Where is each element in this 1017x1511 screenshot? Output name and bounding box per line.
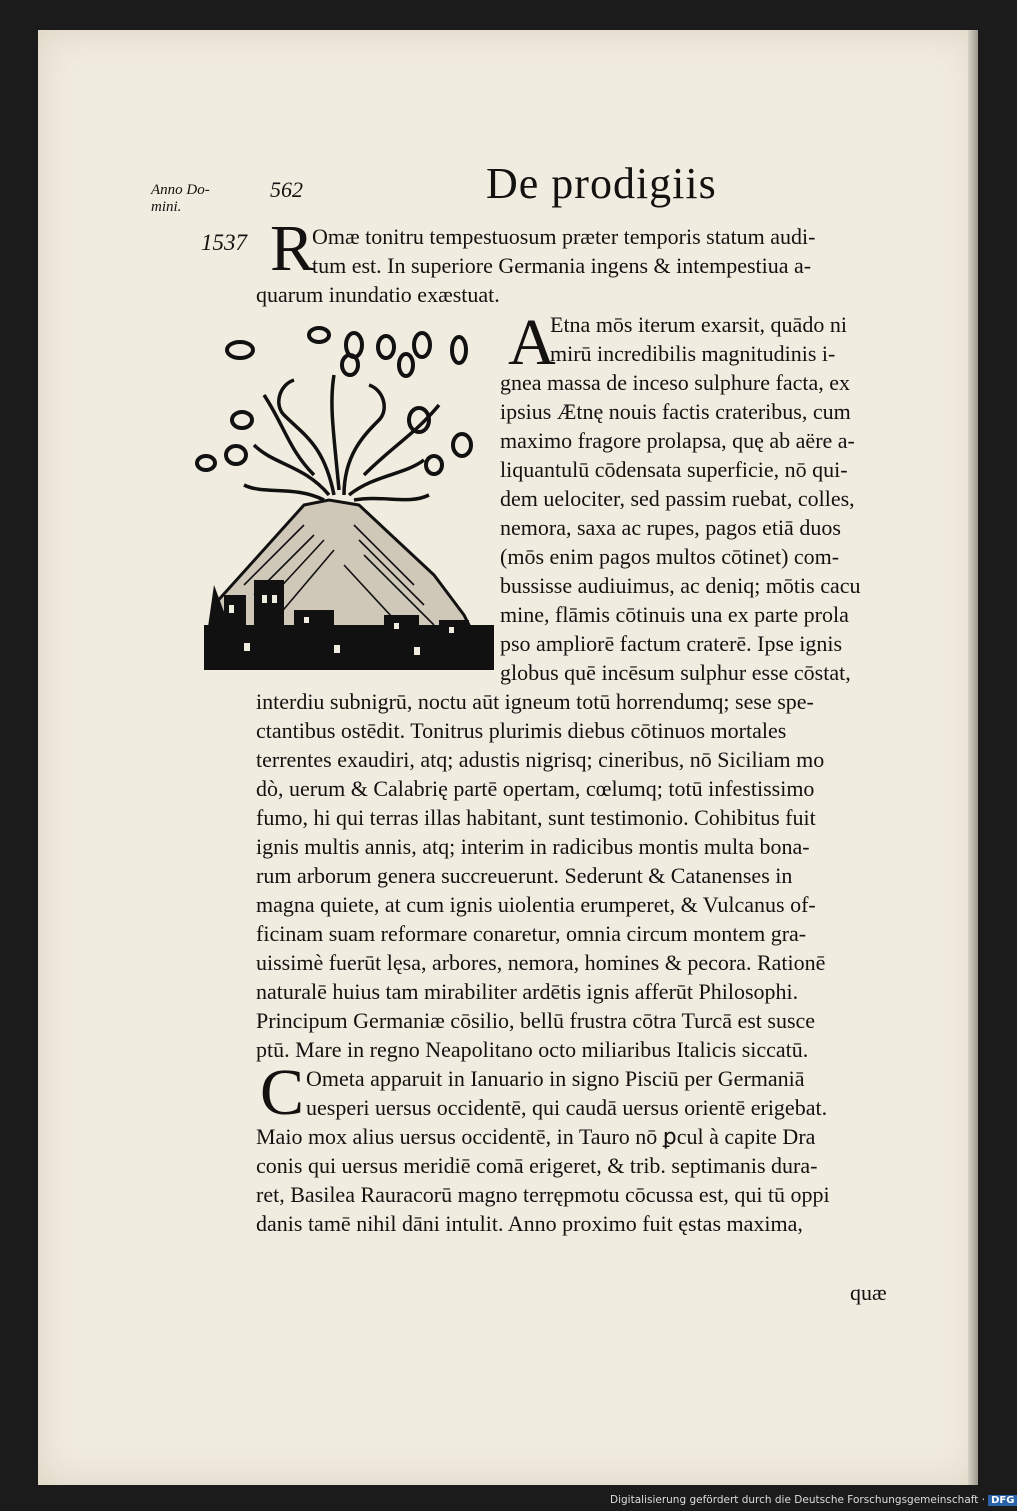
page-number: 562	[270, 177, 303, 202]
text-line: Etna mōs iterum exarsit, quādo ni	[550, 312, 847, 337]
text-line: ret, Basilea Rauracorū magno terrępmotu cōcussa est, qui tū oppi	[256, 1182, 830, 1207]
drop-cap-r: R	[270, 212, 315, 285]
text-line: tum est. In superiore Germania ingens & intempestiua a-	[312, 253, 812, 278]
text-line: ptū. Mare in regno Neapolitano octo miliaribus Italicis siccatū.	[256, 1037, 809, 1062]
text-line: danis tamē nihil dāni intulit. Anno proximo fuit ęstas maxima,	[256, 1211, 803, 1236]
text-line: globus quē incēsum sulphur esse cōstat,	[500, 660, 851, 685]
text-line: fumo, hi qui terras illas habitant, sunt testimonio. Cohibitus fuit	[256, 805, 816, 830]
book-page	[38, 30, 978, 1485]
text-line: pso ampliorē factum craterē. Ipse ignis	[500, 631, 843, 656]
text-line: conis qui uersus meridiē comā erigeret, & trib. septimanis dura-	[256, 1153, 818, 1178]
catchword: quæ	[850, 1280, 887, 1305]
text-line: ficinam suam reformare conaretur, omnia circum montem gra-	[256, 921, 807, 946]
text-line: Omæ tonitru tempestuosum præter temporis statum audi-	[312, 224, 816, 249]
text-line: dò, uerum & Calabrię partē opertam, cœlumq; totū infestissimo	[256, 776, 815, 801]
text-line: (mōs enim pagos multos cōtinet) com-	[500, 544, 840, 569]
volcano-woodcut-image	[184, 325, 494, 670]
text-line: magna quiete, at cum ignis uiolentia erumperet, & Vulcanus of-	[256, 892, 816, 917]
text-line: mirū incredibilis magnitudinis i-	[550, 341, 836, 366]
text-line: ignis multis annis, atq; interim in radicibus montis multa bona-	[256, 834, 810, 859]
text-line: uesperi uersus occidentē, qui caudā uersus orientē erigebat.	[306, 1095, 828, 1120]
text-line: quarum inundatio exæstuat.	[256, 282, 500, 307]
running-head: De prodigiis	[486, 159, 717, 208]
footer-credit	[610, 1494, 1017, 1506]
text-line: ipsius Ætnę nouis factis crateribus, cum	[500, 399, 851, 424]
dfg-logo: DFG	[988, 1495, 1017, 1506]
drop-cap-a: A	[508, 306, 556, 379]
text-line: Maio mox alius uersus occidentē, in Tauro nō ꝑcul à capite Dra	[256, 1124, 816, 1149]
text-line: bussisse audiuimus, ac deniq; mōtis cacu	[500, 573, 861, 598]
footer-credit-text: Digitalisierung gefördert durch die Deutsche Forschungsgemeinschaft ·	[610, 1494, 986, 1506]
margin-note-anno-domini: Anno Do- mini.	[151, 182, 210, 215]
margin-year: 1537	[201, 230, 247, 255]
text-line: uissimè fuerūt lęsa, arbores, nemora, homines & pecora. Rationē	[256, 950, 826, 975]
page-spine-edge	[968, 30, 978, 1485]
text-line: ctantibus ostēdit. Tonitrus plurimis diebus cōtinuos mortales	[256, 718, 787, 743]
text-line: Principum Germaniæ cōsilio, bellū frustra cōtra Turcā est susce	[256, 1008, 816, 1033]
text-line: mine, flāmis cōtinuis una ex parte prola	[500, 602, 849, 627]
text-line: Ometa apparuit in Ianuario in signo Pisciū per Germaniā	[306, 1066, 805, 1091]
text-line: maximo fragore prolapsa, quę ab aëre a-	[500, 428, 855, 453]
text-line: naturalē huius tam mirabiliter ardētis ignis afferūt Philosophi.	[256, 979, 799, 1004]
text-line: rum arborum genera succreuerunt. Sederunt & Catanenses in	[256, 863, 793, 888]
text-line: nemora, saxa ac rupes, pagos etiā duos	[500, 515, 841, 540]
text-line: liquantulū cōdensata superficie, nō qui-	[500, 457, 848, 482]
text-line: interdiu subnigrū, noctu aūt igneum totū horrendumq; sese spe-	[256, 689, 814, 714]
drop-cap-c: C	[260, 1056, 305, 1129]
text-line: terrentes exaudiri, atq; adustis nigrisq; cineribus, nō Siciliam mo	[256, 747, 825, 772]
text-line: gnea massa de inceso sulphure facta, ex	[500, 370, 851, 395]
text-line: dem uelociter, sed passim ruebat, colles,	[500, 486, 855, 511]
